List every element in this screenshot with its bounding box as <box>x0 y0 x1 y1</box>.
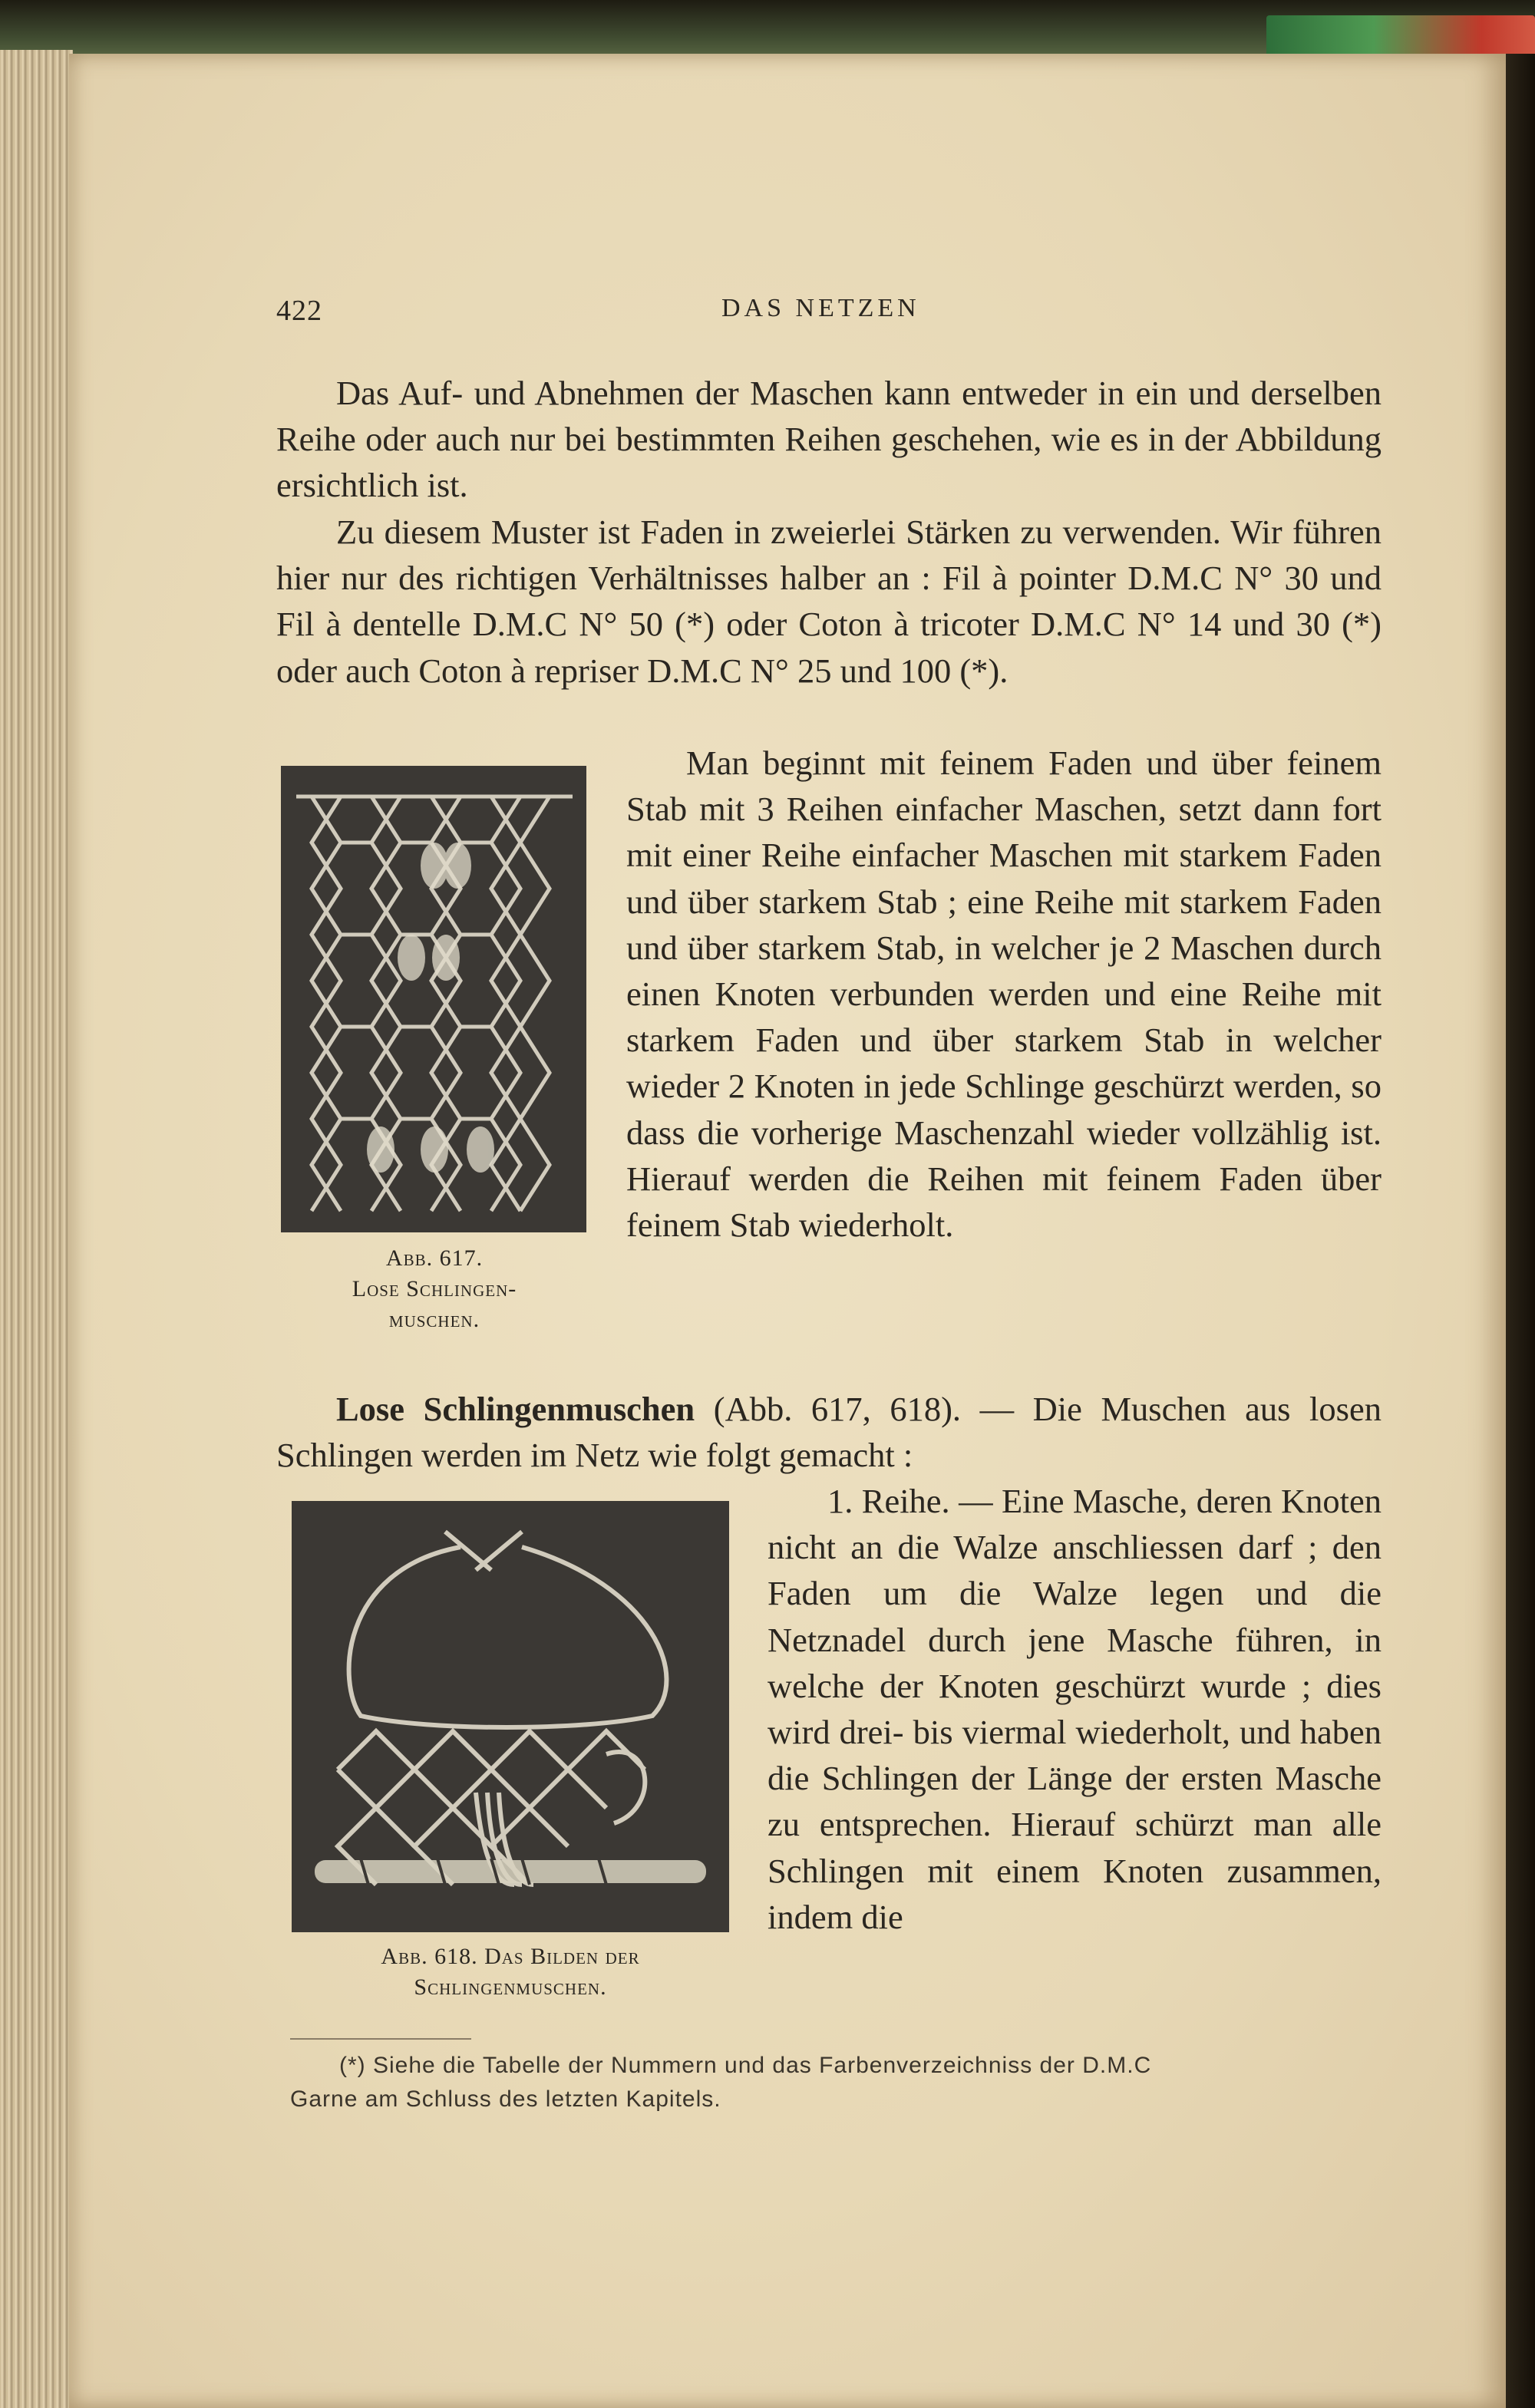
running-head: DAS NETZEN <box>721 294 920 322</box>
figure-617-image <box>281 766 586 1232</box>
loops-illustration <box>292 1501 729 1932</box>
page-number: 422 <box>276 295 322 327</box>
section-intro: (Abb. 617, 618). — Die Muschen aus losen Schlingen werden im Netz wie folgt gemacht : <box>276 1390 1382 1475</box>
caption-line: Schlingenmuschen. <box>414 1974 607 2000</box>
footnote-divider <box>290 2038 471 2040</box>
footnote-line: (*) Siehe die Tabelle der Nummern und das Farbenverzeichniss der D.M.C <box>339 2053 1152 2078</box>
paragraph-row-one: 1. Reihe. — Eine Masche, deren Knoten nicht an die Walze anschliessen darf ; den Faden um die Walze legen und die Netznadel durch jene Masche führen, in welche der Knoten geschürzt wurde ; dies wird drei- bis viermal wiederholt, und haben die Schlingen der Länge der ersten Masche zu entsprechen. Hierauf schürzt man alle Schlingen mit einem Knoten zusammen, indem die <box>768 1482 1382 1936</box>
figure-618-caption <box>292 1941 729 2003</box>
paragraph-procedure: Man beginnt mit feinem Faden und über feinem Stab mit 3 Reihen einfacher Maschen, setzt dann fort mit einer Reihe einfacher Maschen mit starkem Faden und über starkem Stab ; eine Reihe mit starkem Faden und über starkem Stab, in welcher je 2 Maschen durch einen Knoten verbunden werden und eine Reihe mit starkem Faden und über starkem Stab in welcher wieder 2 Knoten in jede Schlinge geschürzt werden, so dass die vorherige Maschenzahl wieder vollzählig ist. Hierauf werden die Reihen mit feinem Faden über feinem Stab wiederholt. <box>626 744 1382 1245</box>
page-edges <box>0 50 73 2408</box>
caption-line: Abb. 617. <box>385 1245 484 1271</box>
paragraph-section-heading <box>276 1386 1382 1478</box>
paragraph-thread-sizes: Zu diesem Muster ist Faden in zweierlei Stärken zu verwenden. Wir führen hier nur des richtigen Verhältnisses halber an : Fil à pointer D.M.C N° 30 und Fil à dentelle D.M.C N° 50 (*) oder Coton à tricoter D.M.C N° 14 und 30 (*) oder auch Coton à repriser D.M.C N° 25 und 100 (*). <box>276 513 1382 690</box>
caption-line: muschen. <box>388 1307 480 1332</box>
caption-line: Lose Schlingen- <box>352 1276 517 1301</box>
mesh-stick <box>315 1860 706 1883</box>
page-header <box>276 294 1382 340</box>
caption-line: Abb. 618. Das Bilden der <box>381 1944 640 1969</box>
footnote <box>290 2049 1395 2116</box>
figure-617-caption <box>281 1243 588 1335</box>
footnote-line: Garne am Schluss des letzten Kapitels. <box>290 2086 721 2112</box>
book-spine-edge <box>1506 54 1535 2408</box>
figure-618-image <box>292 1501 729 1932</box>
netting-illustration <box>281 766 586 1232</box>
paragraph-increase-decrease: Das Auf- und Abnehmen der Maschen kann entweder in ein und derselben Reihe oder auch nur bei bestimmten Reihen geschehen, wie es in der Abbildung ersichtlich ist. <box>276 374 1382 505</box>
section-title: Lose Schlingenmuschen <box>336 1390 695 1428</box>
